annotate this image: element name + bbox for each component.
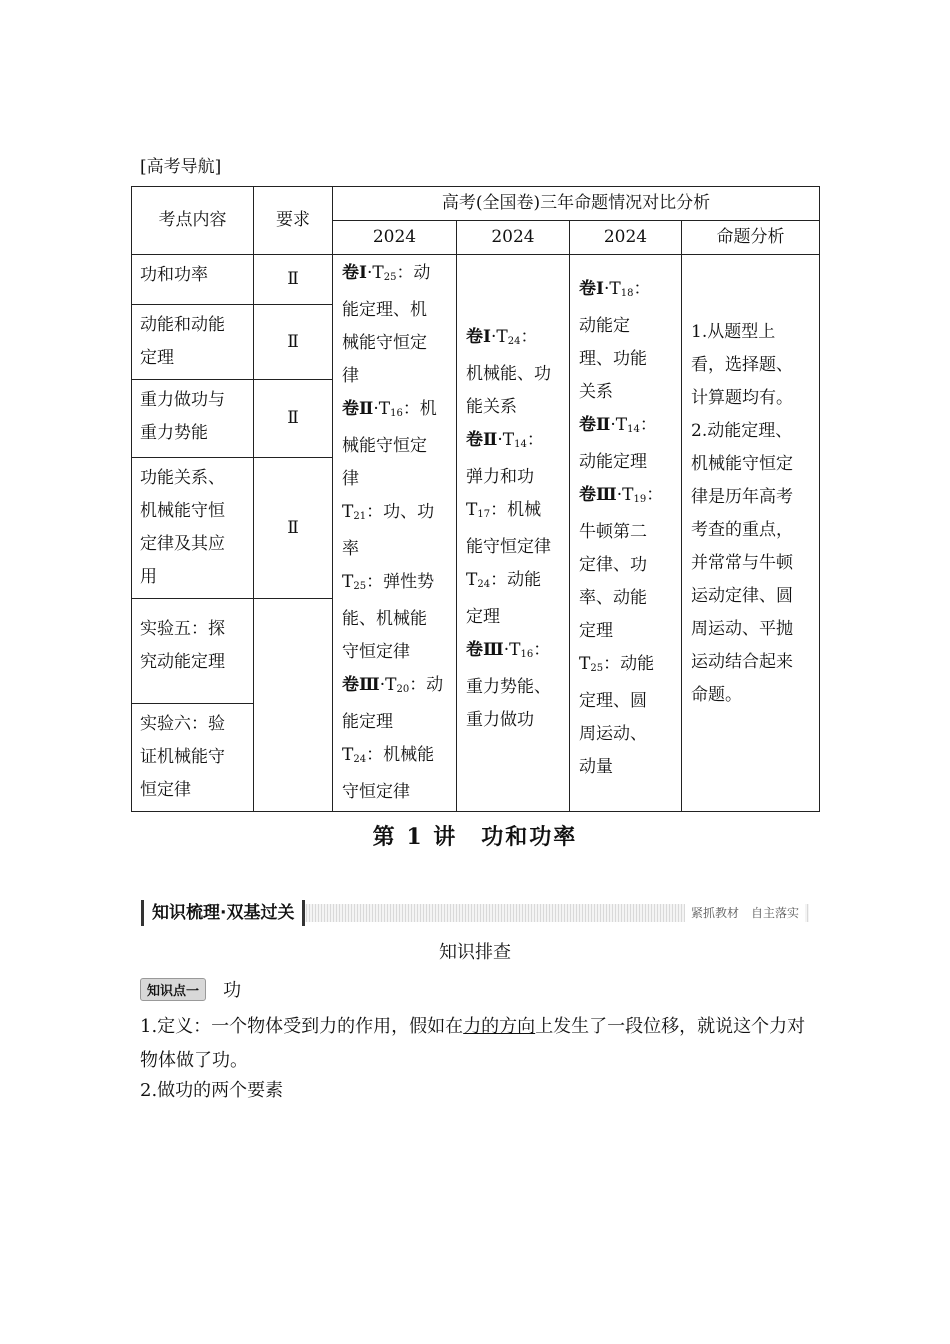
- sub-heading: 知识排查: [439, 942, 511, 963]
- exam-analysis-table: [131, 186, 820, 812]
- requirement-cell: Ⅱ: [254, 458, 333, 599]
- requirement-cell: [254, 599, 333, 812]
- header-year: 2024: [333, 221, 457, 255]
- item-2: 2.做功的两个要素: [140, 1080, 284, 1101]
- year1-cell: 卷$Ⅰ\cdot T_{25}$：动 能定理、机 械能守恒定 律 卷$Ⅱ\cdot T_{16}$：机 械能守恒定 律 $T_{21}$：功、功 率 $T_{25}$：弹性势 能、机械能 守恒定律 卷$Ⅲ\cdot T_{20}$：动 能定理 $T_{24}$：机械能 守恒定律: [333, 255, 457, 812]
- year3-cell: 卷$Ⅰ\cdot T_{18}$： 动能定 理、功能 关系 卷$Ⅱ\cdot T_{14}$： 动能定理 卷$Ⅲ\cdot T_{19}$： 牛顿第二 定律、功 率、动能 定理 $T_{25}$：动能 定理、圆 周运动、 动量: [570, 255, 682, 812]
- topic-cell: 功和功率: [132, 255, 254, 305]
- header-topic: 考点内容: [132, 187, 254, 255]
- knowledge-point: [140, 976, 241, 1002]
- knowledge-point-title: 功: [223, 980, 242, 1001]
- underlined-answer: 力的方向: [463, 1016, 536, 1037]
- definition-paragraph: 1.定义：一个物体受到力的作用，假如在力的方向上发生了一段位移，就说这个力对物体做了功。: [140, 1016, 806, 1071]
- banner-right-label: 紧抓教材 自主落实: [685, 904, 805, 922]
- requirement-cell: Ⅱ: [254, 305, 333, 380]
- header-year: 2024: [570, 221, 682, 255]
- nav-title: [高考导航]: [140, 157, 222, 177]
- topic-cell: 实验六：验 证机械能守 恒定律: [132, 704, 254, 812]
- banner-left-label: 知识梳理·双基过关: [141, 900, 305, 926]
- header-year: 2024: [457, 221, 570, 255]
- year2-cell: 卷$Ⅰ\cdot T_{24}$： 机械能、功 能关系 卷$Ⅱ\cdot T_{14}$： 弹力和功 $T_{17}$：机械 能守恒定律 $T_{24}$：动能 定理 卷$Ⅲ\cdot T_{16}$： 重力势能、 重力做功: [457, 255, 570, 812]
- topic-cell: 实验五：探 究动能定理: [132, 599, 254, 704]
- section-banner: [141, 900, 809, 926]
- requirement-cell: Ⅱ: [254, 255, 333, 305]
- knowledge-point-badge: 知识点一: [140, 978, 206, 1001]
- header-analysis: 命题分析: [682, 221, 820, 255]
- header-requirement: 要求: [254, 187, 333, 255]
- topic-cell: 重力做功与 重力势能: [132, 380, 254, 458]
- lecture-title: 第 1 讲 功和功率: [372, 824, 578, 850]
- topic-cell: 功能关系、 机械能守恒 定律及其应 用: [132, 458, 254, 599]
- topic-cell: 动能和动能 定理: [132, 305, 254, 380]
- requirement-cell: Ⅱ: [254, 380, 333, 458]
- header-analysis-group: 高考(全国卷)三年命题情况对比分析: [333, 187, 820, 221]
- analysis-cell: 1.从题型上 看，选择题、 计算题均有。 2.动能定理、 机械能守恒定 律是历年高考 考查的重点， 并常常与牛顿 运动定律、圆 周运动、平抛 运动结合起来 命题。: [682, 255, 820, 812]
